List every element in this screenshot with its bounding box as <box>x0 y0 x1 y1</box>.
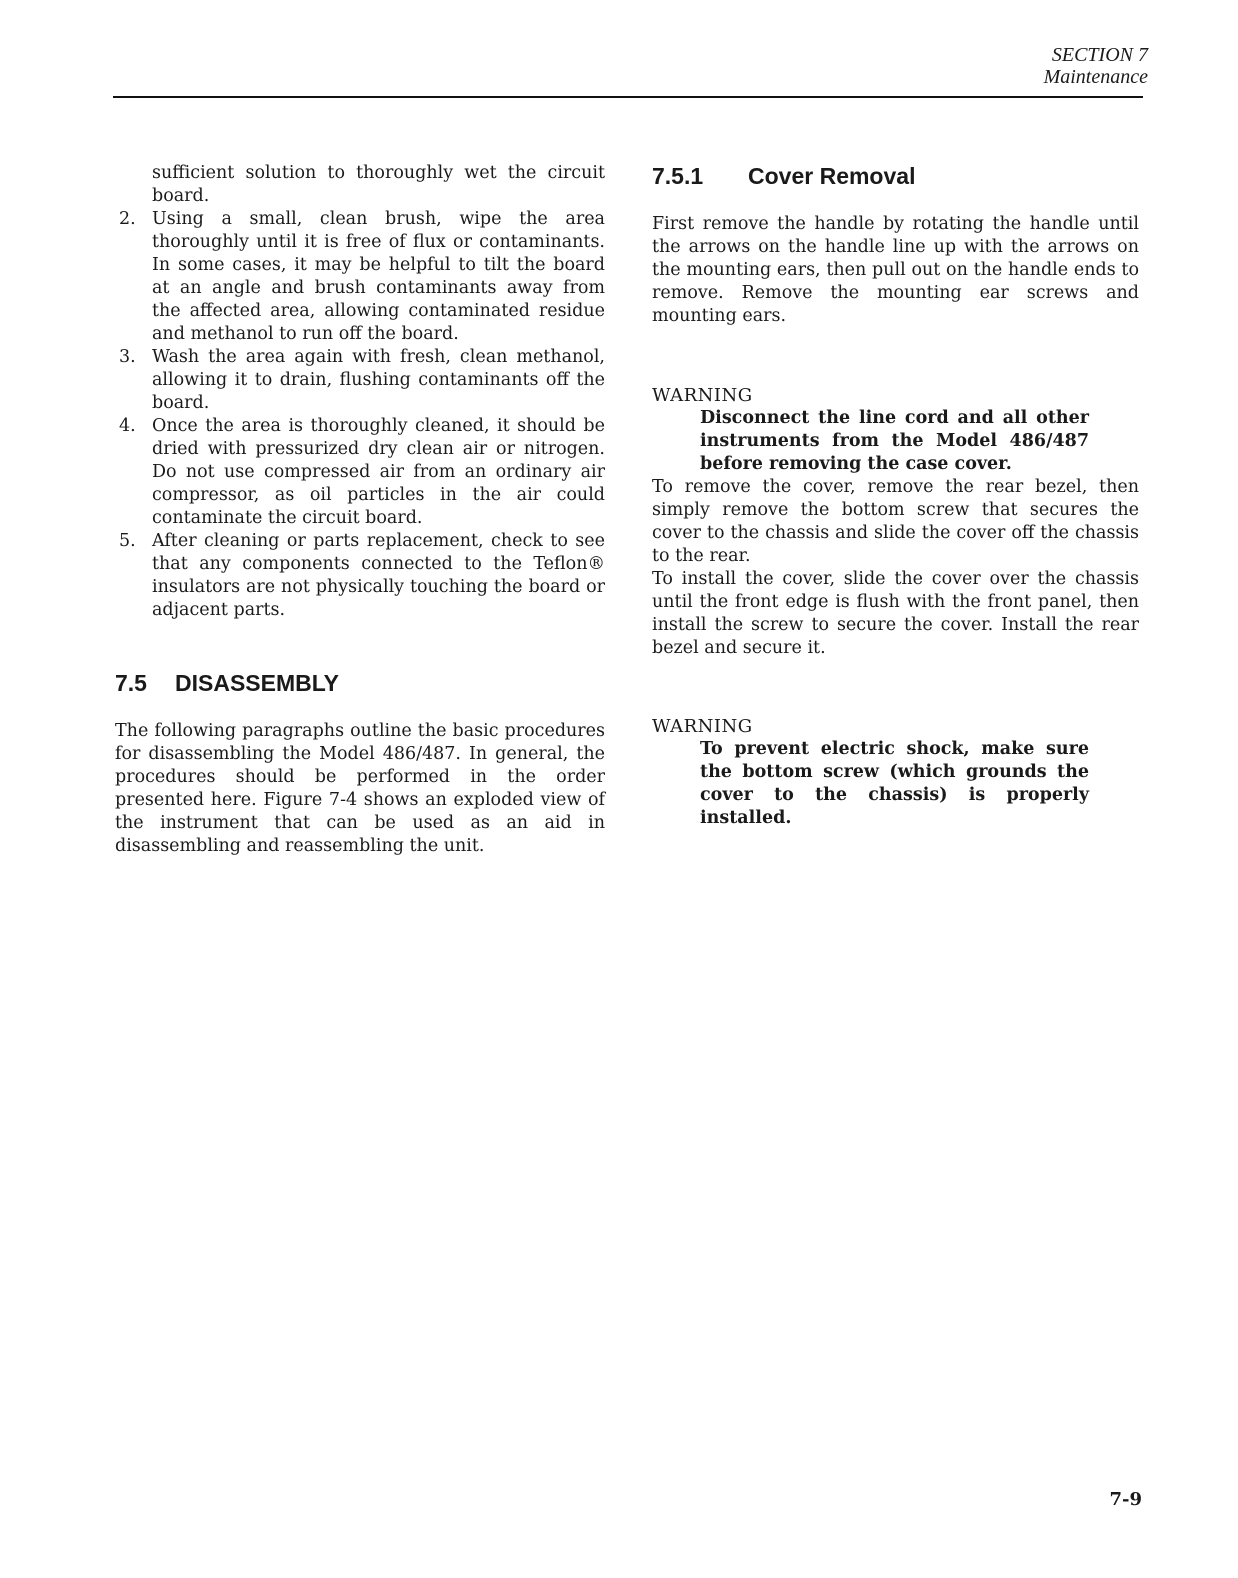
warning-box <box>652 715 1139 830</box>
cleaning-steps <box>115 208 605 622</box>
subsection-number: 7.5.1 <box>652 163 704 189</box>
cover-removal-paragraph: To remove the cover, remove the rear bezel, then simply remove the bottom screw that secures the cover to the chassis and slide the cover off the chassis to the rear. <box>652 477 1139 566</box>
step-number: 3. <box>119 347 136 367</box>
running-header <box>1044 44 1148 88</box>
header-title: Maintenance <box>1043 66 1148 88</box>
warning-box <box>652 384 1139 476</box>
header-rule <box>113 96 1143 98</box>
step-number: 4. <box>119 416 136 436</box>
section-number: 7.5 <box>115 670 147 696</box>
warning-text: Disconnect the line cord and all other instruments from the Model 486/487 before removing the case cover. <box>700 408 1089 474</box>
list-item <box>115 346 605 415</box>
handle-removal-paragraph: First remove the handle by rotating the handle until the arrows on the handle line up with the arrows on the mounting ears, then pull out on the handle ends to remove. Remove the mounting ear screws and mounting ears. <box>652 214 1139 326</box>
section-body: The following paragraphs outline the basic procedures for disassembling the Model 486/487. In general, the procedures should be performed in the order presented here. Figure 7-4 shows an exploded view of the instrument that can be used as an aid in disassembling and reassembling the unit. <box>115 721 605 856</box>
step-continuation: sufficient solution to thoroughly wet the circuit board. <box>152 163 605 206</box>
list-item <box>115 415 605 530</box>
warning-text: To prevent electric shock, make sure the bottom screw (which grounds the cover to the chassis) is properly installed. <box>700 739 1089 828</box>
step-number: 2. <box>119 209 136 229</box>
step-text: Once the area is thoroughly cleaned, it should be dried with pressurized dry clean air or nitrogen. Do not use compressed air from an ordinary air compressor, as oil particles in the air could contaminate the circuit board. <box>152 416 605 528</box>
right-column <box>652 162 1139 830</box>
warning-title: WARNING <box>652 716 753 737</box>
page-number: 7-9 <box>1109 1489 1142 1510</box>
step-text: Using a small, clean brush, wipe the area thoroughly until it is free of flux or contaminants. In some cases, it may be helpful to tilt the board at an angle and brush contaminants away from the affected area, allowing contaminated residue and methanol to run off the board. <box>152 209 605 344</box>
section-title: DISASSEMBLY <box>175 670 340 696</box>
list-item <box>115 208 605 346</box>
step-text: After cleaning or parts replacement, check to see that any components connected to the Teflon® insulators are not physically touching the board or adjacent parts. <box>152 531 605 620</box>
step-number: 5. <box>119 531 136 551</box>
step-text: Wash the area again with fresh, clean methanol, allowing it to drain, flushing contaminants off the board. <box>152 347 605 413</box>
subsection-title: Cover Removal <box>748 163 916 189</box>
header-section: SECTION 7 <box>1051 44 1148 66</box>
left-column <box>115 162 605 858</box>
warning-title: WARNING <box>652 385 753 406</box>
list-item <box>115 530 605 622</box>
cover-install-paragraph: To install the cover, slide the cover over the chassis until the front edge is flush with the front panel, then install the screw to secure the cover. Install the rear bezel and secure it. <box>652 569 1139 658</box>
subsection-heading <box>652 162 1139 190</box>
section-heading <box>115 669 605 697</box>
